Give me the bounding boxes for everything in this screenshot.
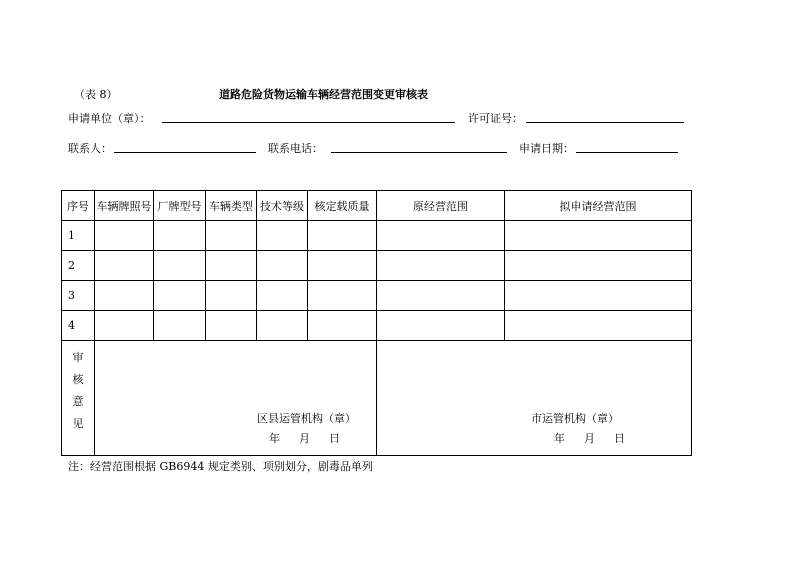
city-review-cell[interactable] [377, 341, 692, 456]
row-number: 2 [62, 251, 95, 281]
brand-model-cell[interactable] [154, 221, 206, 251]
row-number: 4 [62, 311, 95, 341]
review-row [62, 341, 692, 456]
brand-model-cell[interactable] [154, 281, 206, 311]
original-scope-cell[interactable] [377, 281, 505, 311]
header-tech-grade: 技术等级 [257, 191, 308, 221]
date-year: 年 [269, 432, 280, 445]
table-row [62, 311, 692, 341]
original-scope-cell[interactable] [377, 221, 505, 251]
date-day: 日 [329, 432, 340, 445]
header-proposed-scope: 拟申请经营范围 [505, 191, 692, 221]
proposed-scope-cell[interactable] [505, 221, 692, 251]
review-label-char: 见 [72, 417, 84, 430]
form-title: 道路危险货物运输车辆经营范围变更审核表 [219, 88, 428, 101]
table-row [62, 221, 692, 251]
plate-no-cell[interactable] [95, 311, 154, 341]
city-date [554, 430, 625, 446]
original-scope-cell[interactable] [377, 251, 505, 281]
plate-no-cell[interactable] [95, 251, 154, 281]
table-number: （表 8） [74, 88, 118, 101]
rated-load-cell[interactable] [308, 281, 377, 311]
row-number: 3 [62, 281, 95, 311]
table-header-row [62, 191, 692, 221]
review-table [61, 190, 692, 456]
tech-grade-cell[interactable] [257, 281, 308, 311]
row-number: 1 [62, 221, 95, 251]
county-date [269, 430, 340, 446]
tech-grade-cell[interactable] [257, 251, 308, 281]
rated-load-cell[interactable] [308, 221, 377, 251]
table-row [62, 281, 692, 311]
vehicle-type-cell[interactable] [206, 281, 257, 311]
original-scope-cell[interactable] [377, 311, 505, 341]
proposed-scope-cell[interactable] [505, 281, 692, 311]
review-label-char: 审 [72, 351, 84, 364]
proposed-scope-cell[interactable] [505, 311, 692, 341]
date-month: 月 [299, 432, 310, 445]
contact-phone-field[interactable] [331, 152, 507, 153]
date-month: 月 [584, 432, 595, 445]
review-label-char: 核 [72, 373, 84, 386]
footnote: 注：经营范围根据 GB6944 规定类别、项别划分，剧毒品单列 [68, 460, 373, 473]
vehicle-type-cell[interactable] [206, 251, 257, 281]
apply-date-field[interactable] [576, 152, 678, 153]
header-rated-load: 核定载质量 [308, 191, 377, 221]
header-vehicle-type: 车辆类型 [206, 191, 257, 221]
contact-person-label: 联系人： [68, 142, 112, 155]
proposed-scope-cell[interactable] [505, 251, 692, 281]
brand-model-cell[interactable] [154, 311, 206, 341]
county-org-label: 区县运管机构（章） [257, 412, 356, 425]
city-org-label: 市运管机构（章） [531, 412, 619, 425]
plate-no-cell[interactable] [95, 221, 154, 251]
apply-date-label: 申请日期： [519, 142, 574, 155]
header-brand-model: 厂牌型号 [154, 191, 206, 221]
license-no-label: 许可证号： [468, 112, 523, 125]
header-original-scope: 原经营范围 [377, 191, 505, 221]
tech-grade-cell[interactable] [257, 311, 308, 341]
vehicle-type-cell[interactable] [206, 221, 257, 251]
county-review-cell[interactable] [95, 341, 377, 456]
review-label-char: 意 [72, 395, 84, 408]
applicant-unit-label: 申请单位（章）： [68, 112, 151, 125]
brand-model-cell[interactable] [154, 251, 206, 281]
contact-person-field[interactable] [114, 152, 256, 153]
applicant-unit-field[interactable] [162, 122, 455, 123]
rated-load-cell[interactable] [308, 311, 377, 341]
table-row [62, 251, 692, 281]
tech-grade-cell[interactable] [257, 221, 308, 251]
header-seq: 序号 [62, 191, 95, 221]
date-day: 日 [614, 432, 625, 445]
header-plate-no: 车辆牌照号 [95, 191, 154, 221]
plate-no-cell[interactable] [95, 281, 154, 311]
vehicle-type-cell[interactable] [206, 311, 257, 341]
date-year: 年 [554, 432, 565, 445]
license-no-field[interactable] [526, 122, 684, 123]
contact-phone-label: 联系电话： [268, 142, 323, 155]
rated-load-cell[interactable] [308, 251, 377, 281]
review-label [62, 341, 95, 456]
